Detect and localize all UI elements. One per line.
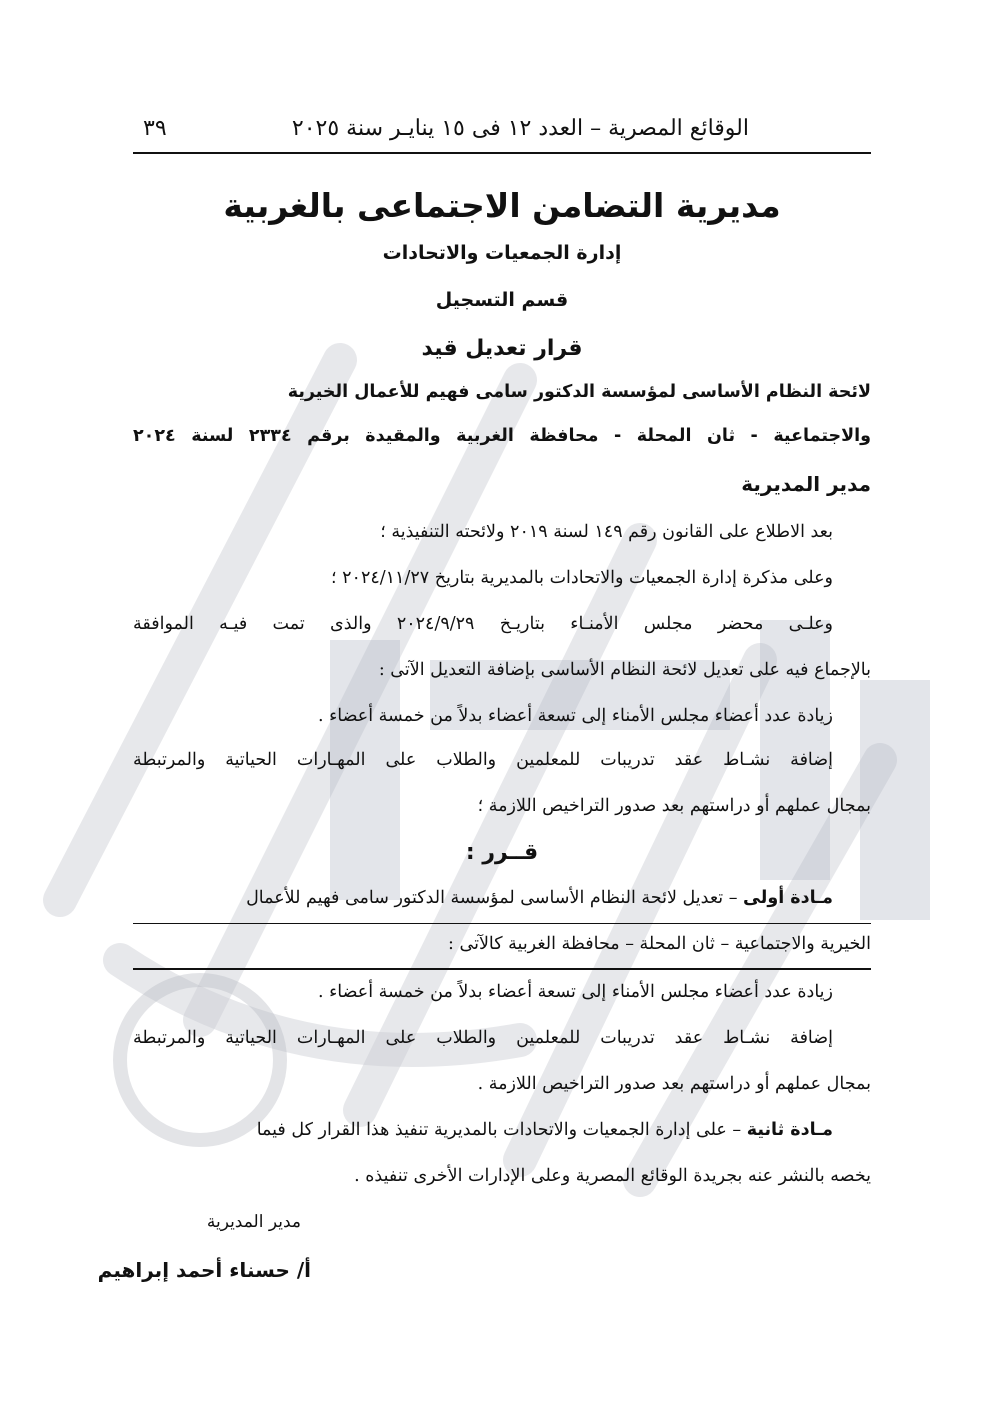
gazette-page (97, 0, 871, 1418)
preamble-line: بمجال عملهم أو دراستهم بعد صدور التراخيص اللازمة ؛ (477, 796, 871, 816)
department-subtitle: إدارة الجمعيات والاتحادات (382, 242, 622, 264)
intro-line-2: والاجتماعية - ثان المحلة - محافظة الغربية والمقيدة برقم ٢٣٣٤ لسنة ٢٠٢٤ (133, 426, 871, 446)
article-1-line: بمجال عملهم أو دراستهم بعد صدور التراخيص اللازمة . (477, 1074, 871, 1094)
divider-line (133, 923, 871, 924)
page-header (133, 112, 871, 154)
director-heading: مدير المديرية (741, 472, 871, 496)
decided-heading: قــرر : (465, 840, 539, 865)
gazette-issue-title: الوقائع المصرية – العدد ١٢ فى ١٥ ينايـر سنة ٢٠٢٥ (291, 116, 749, 141)
intro-line-1: لائحة النظام الأساسى لمؤسسة الدكتور سامى فهيم للأعمال الخيرية (287, 382, 871, 402)
preamble-line: وعلـى محضر مجلس الأمنـاء بتاريـخ ٢٠٢٤/٩/٢٩ والذى تمت فيـه الموافقة (133, 614, 834, 634)
preamble-line: وعلى مذكرة إدارة الجمعيات والاتحادات بالمديرية بتاريخ ٢٠٢٤/١١/٢٧ ؛ (331, 568, 833, 588)
article-1-label: مـادة أولى (743, 888, 833, 908)
section-subtitle: قسم التسجيل (435, 289, 569, 311)
preamble-line: زيادة عدد أعضاء مجلس الأمناء إلى تسعة أعضاء بدلاً من خمسة أعضاء . (317, 706, 833, 726)
preamble-line: بالإجماع فيه على تعديل لائحة النظام الأساسى بإضافة التعديل الآتى : (378, 660, 871, 680)
preamble-line: بعد الاطلاع على القانون رقم ١٤٩ لسنة ٢٠١٩ ولائحته التنفيذية ؛ (380, 522, 833, 542)
decision-title: قرار تعديل قيد (421, 336, 583, 361)
signature-title: مدير المديرية (206, 1212, 301, 1232)
article-1-line: إضافة نشـاط عقد تدريبات للمعلمين والطلاب على المهـارات الحياتية والمرتبطة (133, 1028, 833, 1048)
page-number: ٣٩ (143, 116, 167, 141)
signature-name: أ/ حسناء أحمد إبراهيم (97, 1258, 311, 1282)
preamble-line: إضافة نشـاط عقد تدريبات للمعلمين والطلاب على المهـارات الحياتية والمرتبطة (133, 750, 833, 770)
article-1-line: الخيرية والاجتماعية – ثان المحلة – محافظة الغربية كالآتى : (448, 934, 871, 954)
article-2-line: يخصه بالنشر عنه بجريدة الوقائع المصرية وعلى الإدارات الأخرى تنفيذه . (354, 1166, 871, 1186)
article-2-label: مـادة ثانية (746, 1120, 833, 1140)
article-1-line (133, 888, 833, 908)
article-1-text: – تعديل لائحة النظام الأساسى لمؤسسة الدكتور سامى فهيم للأعمال (246, 888, 738, 908)
article-2-text: – على إدارة الجمعيات والاتحادات بالمديرية تنفيذ هذا القرار كل فيما (256, 1120, 742, 1140)
article-2-line (133, 1120, 833, 1140)
directorate-title: مديرية التضامن الاجتماعى بالغربية (223, 186, 781, 225)
article-1-line: زيادة عدد أعضاء مجلس الأمناء إلى تسعة أعضاء بدلاً من خمسة أعضاء . (317, 982, 833, 1002)
